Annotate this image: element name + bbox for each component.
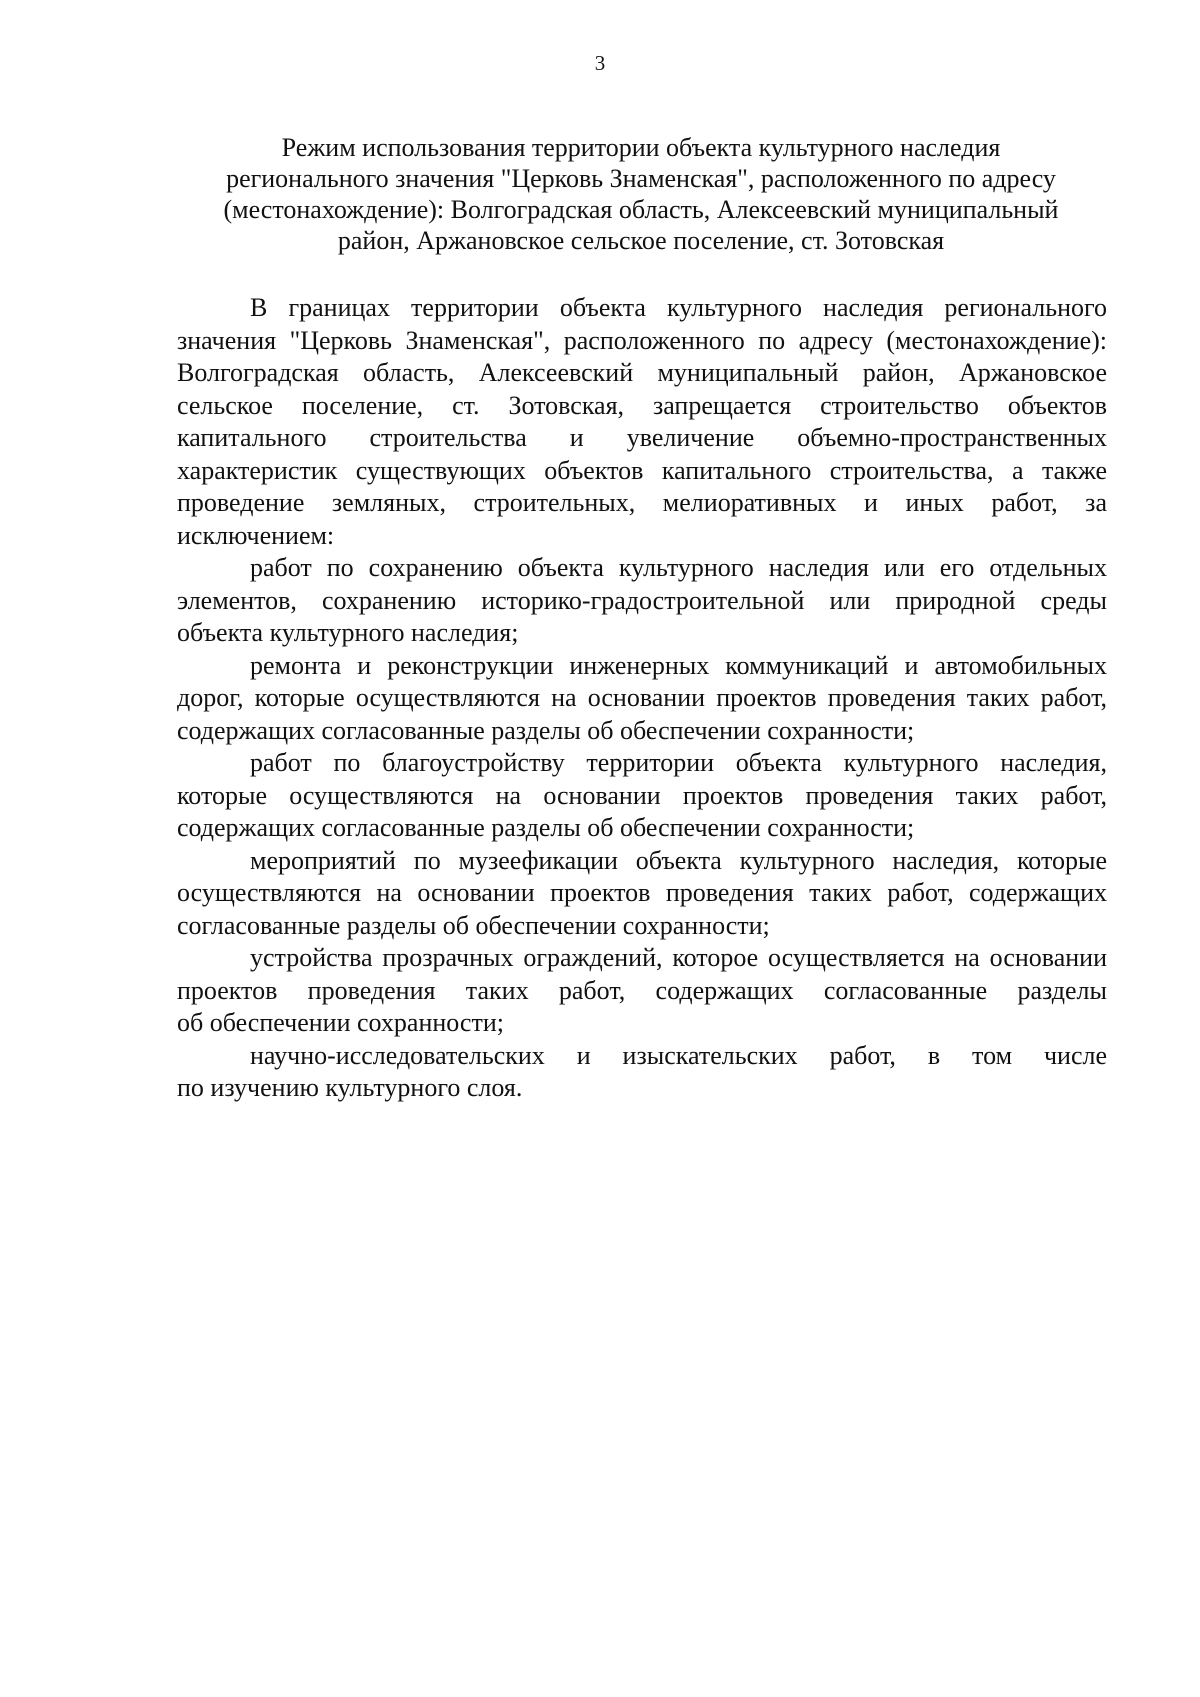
- text-line: согласованные разделы об обеспечении сохранности;: [177, 910, 770, 940]
- text-line: элементов, сохранению историко-градостроительной или природной среды: [177, 585, 1107, 615]
- text-line: содержащих согласованные разделы об обеспечении сохранности;: [177, 813, 915, 842]
- text-line: Волгоградская область, Алексеевский муниципальный район, Аржановское: [177, 358, 1107, 387]
- title-line: регионального значения "Церковь Знаменская", расположенного по адресу: [226, 164, 1056, 193]
- text-line: объекта культурного наследия;: [177, 618, 519, 647]
- text-line: работ по сохранению объекта культурного наследия или его отдельных: [250, 553, 1107, 582]
- paragraph-item-research: [177, 1040, 1107, 1105]
- paragraph-intro: [177, 292, 1107, 552]
- document-title: [172, 132, 1110, 256]
- text-line: исключением:: [177, 520, 335, 550]
- text-line: характеристик существующих объектов капитального строительства, а также: [177, 455, 1107, 485]
- text-line: устройства прозрачных ограждений, которое осуществляется на основании: [250, 943, 1107, 972]
- text-line: В границах территории объекта культурного наследия регионального: [250, 293, 1107, 322]
- paragraph-item-museumification: [177, 845, 1107, 943]
- paragraph-item-preservation: [177, 552, 1107, 650]
- text-line: значения "Церковь Знаменская", расположенного по адресу (местонахождение):: [177, 325, 1107, 355]
- text-line: проведение земляных, строительных, мелиоративных и иных работ, за: [177, 488, 1107, 517]
- text-line: дорог, которые осуществляются на основании проектов проведения таких работ,: [177, 683, 1107, 712]
- text-line: работ по благоустройству территории объекта культурного наследия,: [250, 748, 1107, 777]
- text-line: проектов проведения таких работ, содержащих согласованные разделы: [177, 975, 1107, 1005]
- document-body: [177, 292, 1107, 1105]
- paragraph-item-utilities: [177, 650, 1107, 748]
- text-line: ремонта и реконструкции инженерных коммуникаций и автомобильных: [250, 650, 1107, 680]
- text-line: капитального строительства и увеличение объемно-пространственных: [177, 423, 1107, 452]
- paragraph-item-landscaping: [177, 747, 1107, 845]
- text-line: мероприятий по музеефикации объекта культурного наследия, которые: [250, 845, 1107, 875]
- text-line: содержащих согласованные разделы об обеспечении сохранности;: [177, 715, 915, 745]
- text-line: научно-исследовательских и изыскательских работ, в том числе: [250, 1040, 1107, 1070]
- text-line: по изучению культурного слоя.: [177, 1073, 523, 1102]
- text-line: осуществляются на основании проектов проведения таких работ, содержащих: [177, 878, 1107, 907]
- title-line: Режим использования территории объекта культурного наследия: [281, 133, 1001, 162]
- text-line: которые осуществляются на основании проектов проведения таких работ,: [177, 780, 1107, 810]
- title-line: район, Аржановское сельское поселение, ст. Зотовская: [337, 226, 945, 255]
- paragraph-item-fences: [177, 942, 1107, 1040]
- text-line: об обеспечении сохранности;: [177, 1008, 504, 1037]
- text-line: сельское поселение, ст. Зотовская, запрещается строительство объектов: [177, 390, 1107, 420]
- page-number: 3: [594, 51, 606, 75]
- title-line: (местонахождение): Волгоградская область, Алексеевский муниципальный: [223, 195, 1059, 224]
